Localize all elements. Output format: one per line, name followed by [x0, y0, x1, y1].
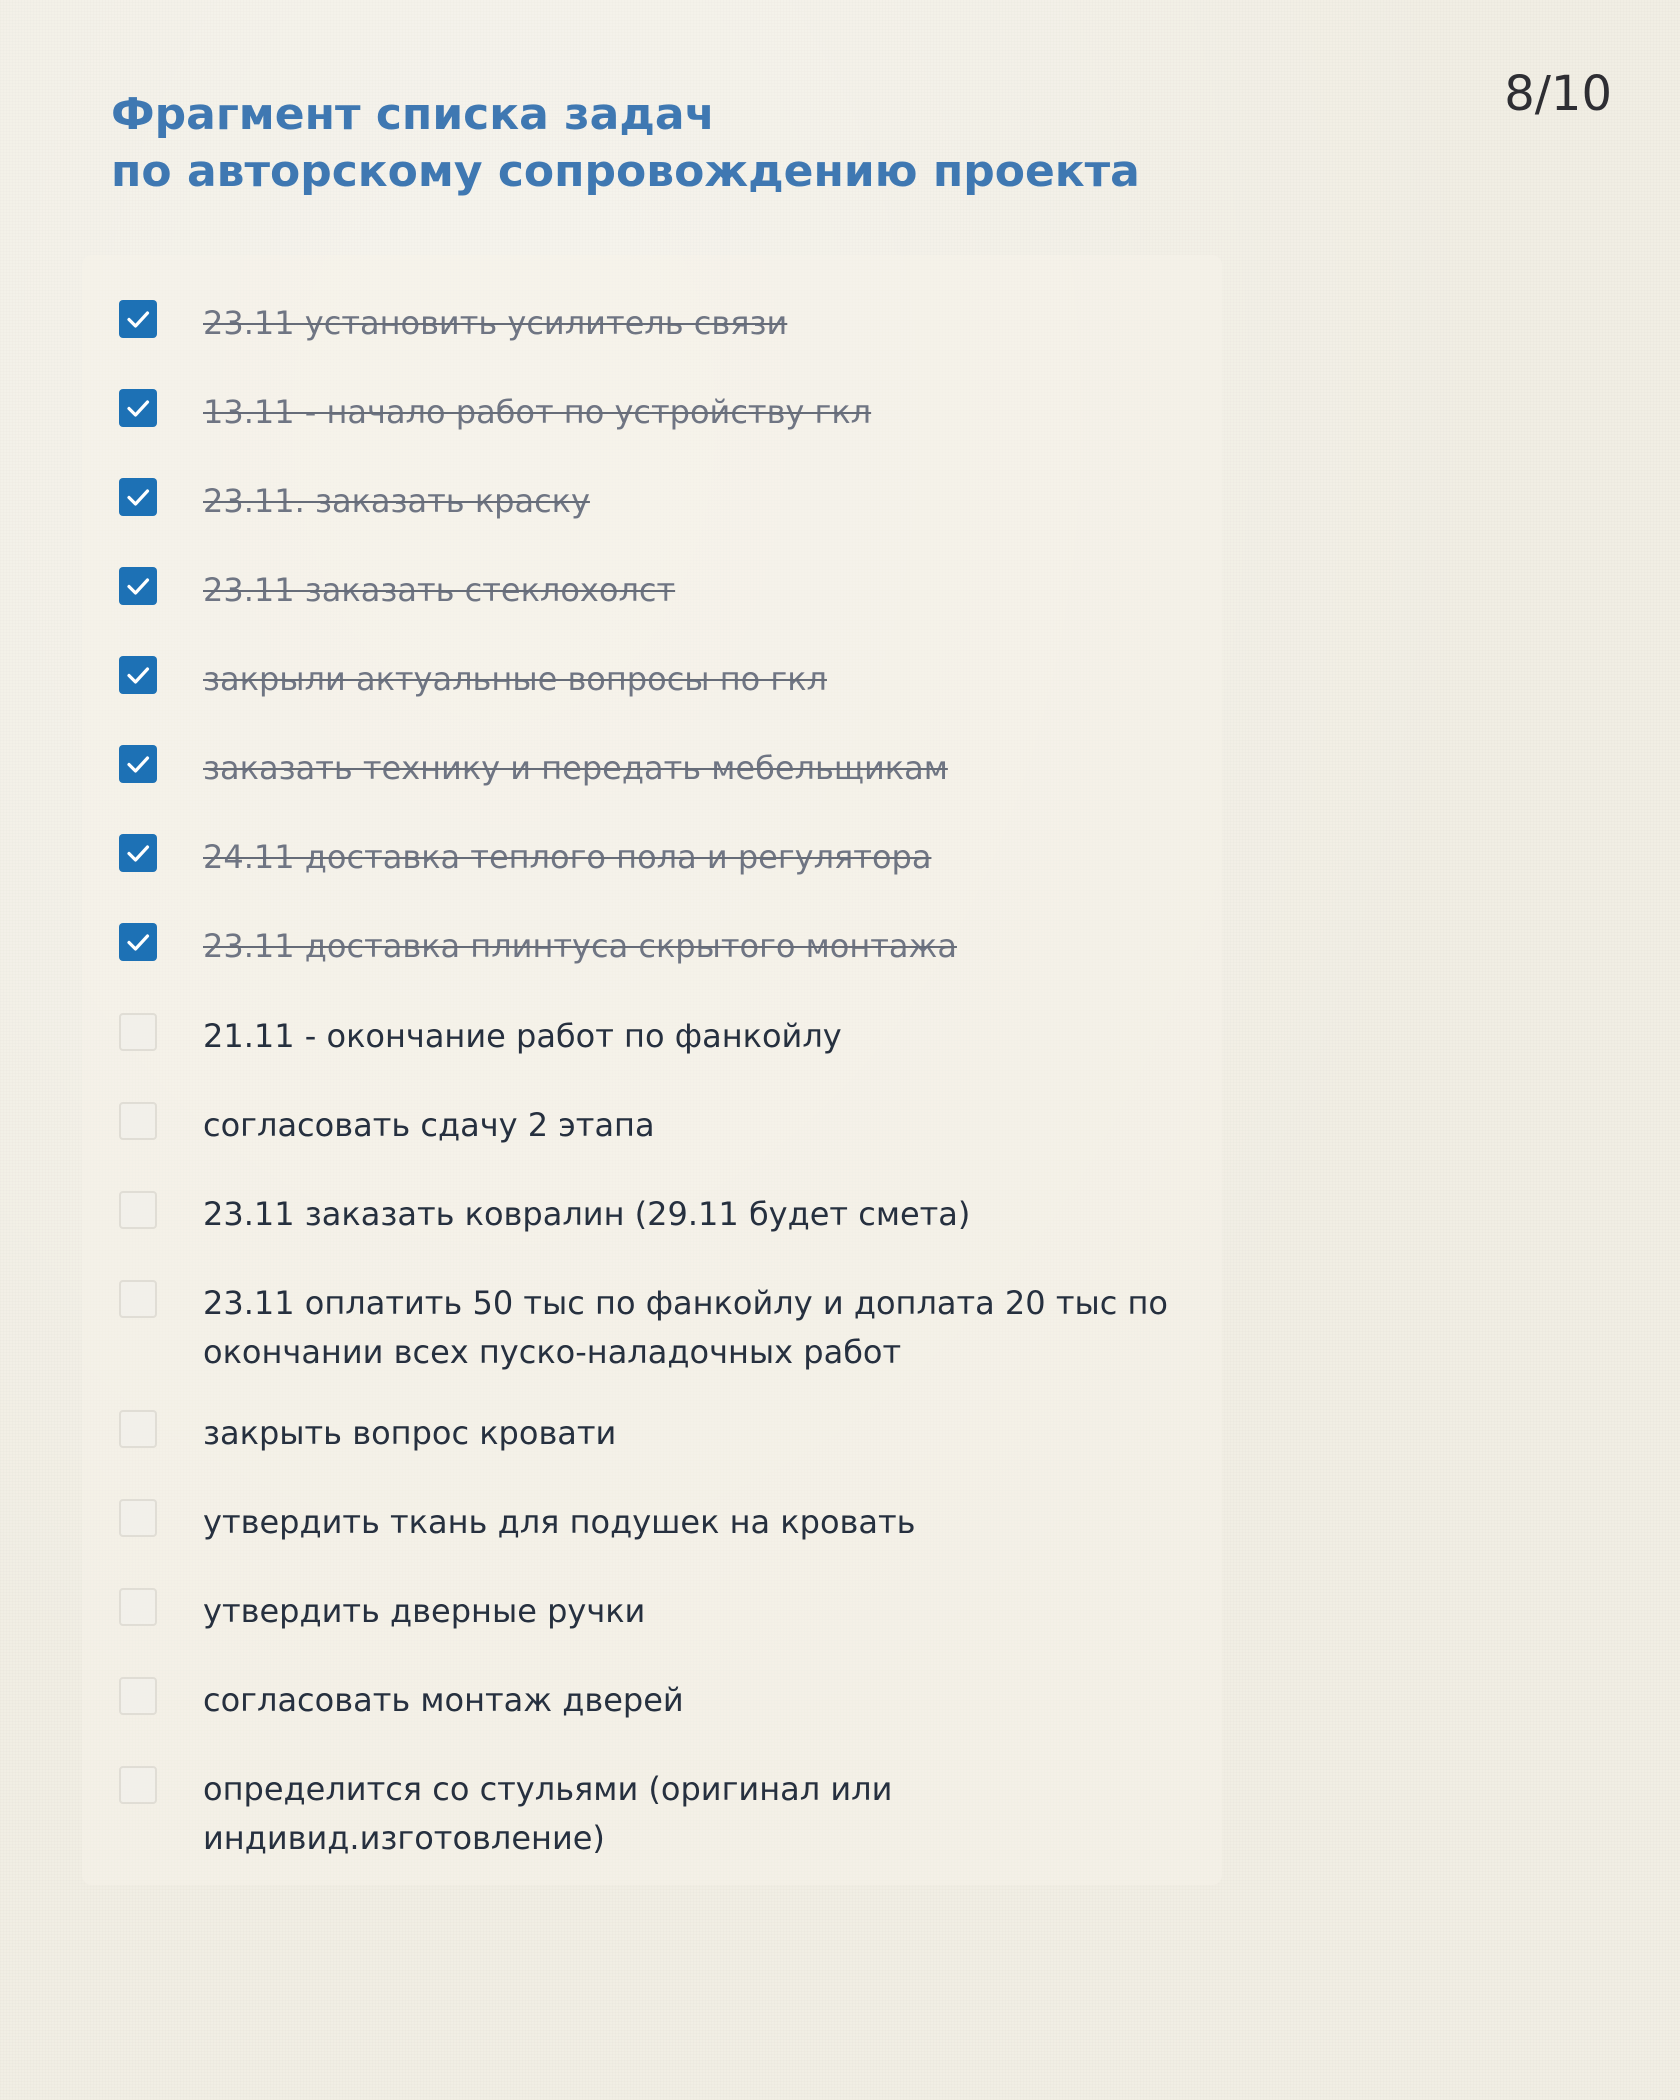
task-label	[203, 566, 675, 615]
task-checkbox[interactable]	[119, 1588, 157, 1626]
task-label	[203, 1498, 915, 1547]
task-label-line-1: заказать технику и передать мебельщикам	[203, 749, 948, 787]
task-checkbox[interactable]	[119, 1766, 157, 1804]
task-label-line-1: 24.11 доставка теплого пола и регулятора	[203, 838, 932, 876]
task-checkbox[interactable]	[119, 1280, 157, 1318]
task-label-line-1: 23.11 заказать ковралин (29.11 будет смета)	[203, 1195, 971, 1233]
task-label	[203, 1409, 616, 1458]
checkmark-icon	[119, 656, 157, 694]
task-label-line-1: 23.11 доставка плинтуса скрытого монтажа	[203, 927, 957, 965]
page-title	[111, 86, 1140, 200]
task-label-line-1: 23.11 заказать стеклохолст	[203, 571, 676, 609]
task-label-line-1: 21.11 - окончание работ по фанкойлу	[203, 1017, 842, 1055]
task-checkbox[interactable]	[119, 1499, 157, 1537]
task-checkbox[interactable]	[119, 478, 157, 516]
task-label-line-1: 23.11. заказать краску	[203, 482, 590, 520]
task-checkbox[interactable]	[119, 567, 157, 605]
task-checkbox[interactable]	[119, 834, 157, 872]
task-label	[203, 299, 787, 348]
checkmark-icon	[119, 300, 157, 338]
task-label-line-1: закрыть вопрос кровати	[203, 1414, 617, 1452]
task-label-line-1: согласовать сдачу 2 этапа	[203, 1106, 655, 1144]
task-label	[203, 655, 827, 704]
task-label-line-1: определится со стульями (оригинал или	[203, 1770, 893, 1808]
checkmark-icon	[119, 567, 157, 605]
task-label	[203, 1190, 970, 1239]
task-label	[203, 744, 948, 793]
task-checkbox[interactable]	[119, 389, 157, 427]
task-label-line-1: закрыли актуальные вопросы по гкл	[203, 660, 827, 698]
task-label	[203, 1765, 892, 1863]
task-checkbox[interactable]	[119, 923, 157, 961]
task-label-line-2: окончании всех пуско-наладочных работ	[203, 1333, 902, 1371]
task-label-line-1: согласовать монтаж дверей	[203, 1681, 684, 1719]
checkmark-icon	[119, 389, 157, 427]
task-checkbox[interactable]	[119, 1677, 157, 1715]
task-label-line-1: утвердить дверные ручки	[203, 1592, 646, 1630]
task-label	[203, 833, 931, 882]
page-title-line-2: по авторскому сопровождению проекта	[111, 146, 1140, 197]
page-number: 8/10	[1504, 66, 1612, 122]
task-label	[203, 1279, 1168, 1377]
checkmark-icon	[119, 834, 157, 872]
task-label-line-1: 13.11 - начало работ по устройству гкл	[203, 393, 872, 431]
task-checkbox[interactable]	[119, 300, 157, 338]
task-label	[203, 1676, 684, 1725]
checkmark-icon	[119, 923, 157, 961]
task-checkbox[interactable]	[119, 1410, 157, 1448]
task-label	[203, 1587, 645, 1636]
task-label	[203, 1101, 655, 1150]
checkmark-icon	[119, 745, 157, 783]
task-checkbox[interactable]	[119, 1102, 157, 1140]
task-label-line-1: 23.11 установить усилитель связи	[203, 304, 788, 342]
task-label	[203, 1012, 842, 1061]
task-label	[203, 477, 590, 526]
task-checkbox[interactable]	[119, 1191, 157, 1229]
task-checkbox[interactable]	[119, 656, 157, 694]
task-checkbox[interactable]	[119, 1013, 157, 1051]
task-label-line-1: утвердить ткань для подушек на кровать	[203, 1503, 916, 1541]
checkmark-icon	[119, 478, 157, 516]
task-label	[203, 388, 871, 437]
task-checkbox[interactable]	[119, 745, 157, 783]
task-label-line-2: индивид.изготовление)	[203, 1819, 605, 1857]
page-title-line-1: Фрагмент списка задач	[111, 89, 715, 140]
task-label-line-1: 23.11 оплатить 50 тыс по фанкойлу и доплата 20 тыс по	[203, 1284, 1168, 1322]
task-label	[203, 922, 957, 971]
